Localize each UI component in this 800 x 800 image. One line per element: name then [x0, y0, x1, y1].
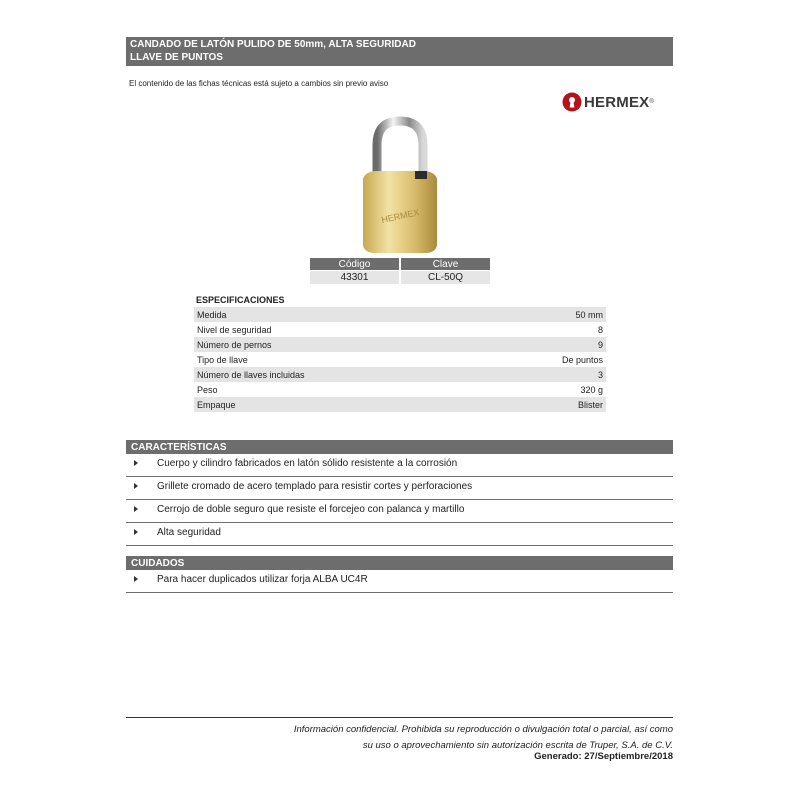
spec-label: Tipo de llave: [197, 354, 248, 365]
feature-text: Alta seguridad: [157, 527, 221, 538]
bullet-arrow-icon: [134, 506, 138, 512]
code-header: Código: [310, 258, 399, 270]
code-value: 43301: [310, 270, 399, 284]
spec-row: [194, 367, 606, 382]
spec-value: 50 mm: [575, 309, 603, 320]
spec-value: 8: [597, 324, 603, 335]
list-item: [126, 500, 673, 523]
features-list: [126, 454, 673, 546]
spec-row: [194, 307, 606, 322]
confidentiality-line-2: su uso o aprovechamiento sin autorización escrita de Truper, S.A. de C.V.: [362, 740, 673, 751]
feature-text: Cerrojo de doble seguro que resiste el forcejeo con palanca y martillo: [157, 504, 465, 515]
list-item: [126, 570, 673, 593]
footer-divider: [126, 717, 673, 718]
features-section-title: CARACTERÍSTICAS: [126, 440, 673, 454]
spec-row: [194, 397, 606, 412]
spec-label: Número de llaves incluidas: [197, 369, 305, 380]
spec-value: Blister: [577, 399, 603, 410]
bullet-arrow-icon: [134, 576, 138, 582]
list-item: [126, 523, 673, 546]
spec-row: [194, 337, 606, 352]
spec-value: 9: [597, 339, 603, 350]
document-subtitle: LLAVE DE PUNTOS: [130, 52, 223, 63]
specifications-heading: ESPECIFICACIONES: [196, 295, 285, 305]
specifications-table: [194, 307, 606, 412]
care-text: Para hacer duplicados utilizar forja ALBA UC4R: [157, 574, 368, 585]
spec-row: [194, 352, 606, 367]
padlock-engraving: HERMEX: [380, 207, 421, 225]
spec-label: Medida: [197, 309, 227, 320]
feature-text: Cuerpo y cilindro fabricados en latón sólido resistente a la corrosión: [157, 458, 458, 469]
product-code-table: [310, 258, 490, 284]
confidentiality-note: [294, 722, 673, 754]
keyhole-logo-icon: [562, 92, 582, 112]
spec-value: De puntos: [561, 354, 603, 365]
spec-row: [194, 382, 606, 397]
spec-label: Empaque: [197, 399, 236, 410]
brand-name: HERMEX: [584, 93, 650, 111]
spec-label: Número de pernos: [197, 339, 272, 350]
bullet-arrow-icon: [134, 460, 138, 466]
list-item: [126, 454, 673, 477]
document-title-bar: [126, 37, 673, 66]
list-item: [126, 477, 673, 500]
document-title: CANDADO DE LATÓN PULIDO DE 50mm, ALTA SEGURIDAD: [130, 39, 416, 50]
registered-mark: ®: [649, 99, 654, 105]
key-header: Clave: [399, 258, 490, 270]
care-section-title: CUIDADOS: [126, 556, 673, 570]
bullet-arrow-icon: [134, 529, 138, 535]
padlock-icon: [355, 115, 445, 255]
generated-date: Generado: 27/Septiembre/2018: [534, 751, 673, 762]
spec-row: [194, 322, 606, 337]
care-list: [126, 570, 673, 593]
spec-value: 3: [597, 369, 603, 380]
spec-value: 320 g: [580, 384, 603, 395]
confidentiality-line-1: Información confidencial. Prohibida su reproducción o divulgación total o parcial, así como: [293, 724, 673, 735]
disclaimer-text: El contenido de las fichas técnicas está sujeto a cambios sin previo aviso: [129, 79, 389, 88]
hermex-logo: [562, 91, 654, 113]
spec-label: Nivel de seguridad: [197, 324, 272, 335]
bullet-arrow-icon: [134, 483, 138, 489]
key-value: CL-50Q: [399, 270, 490, 284]
spec-label: Peso: [197, 384, 218, 395]
feature-text: Grillete cromado de acero templado para resistir cortes y perforaciones: [157, 481, 473, 492]
